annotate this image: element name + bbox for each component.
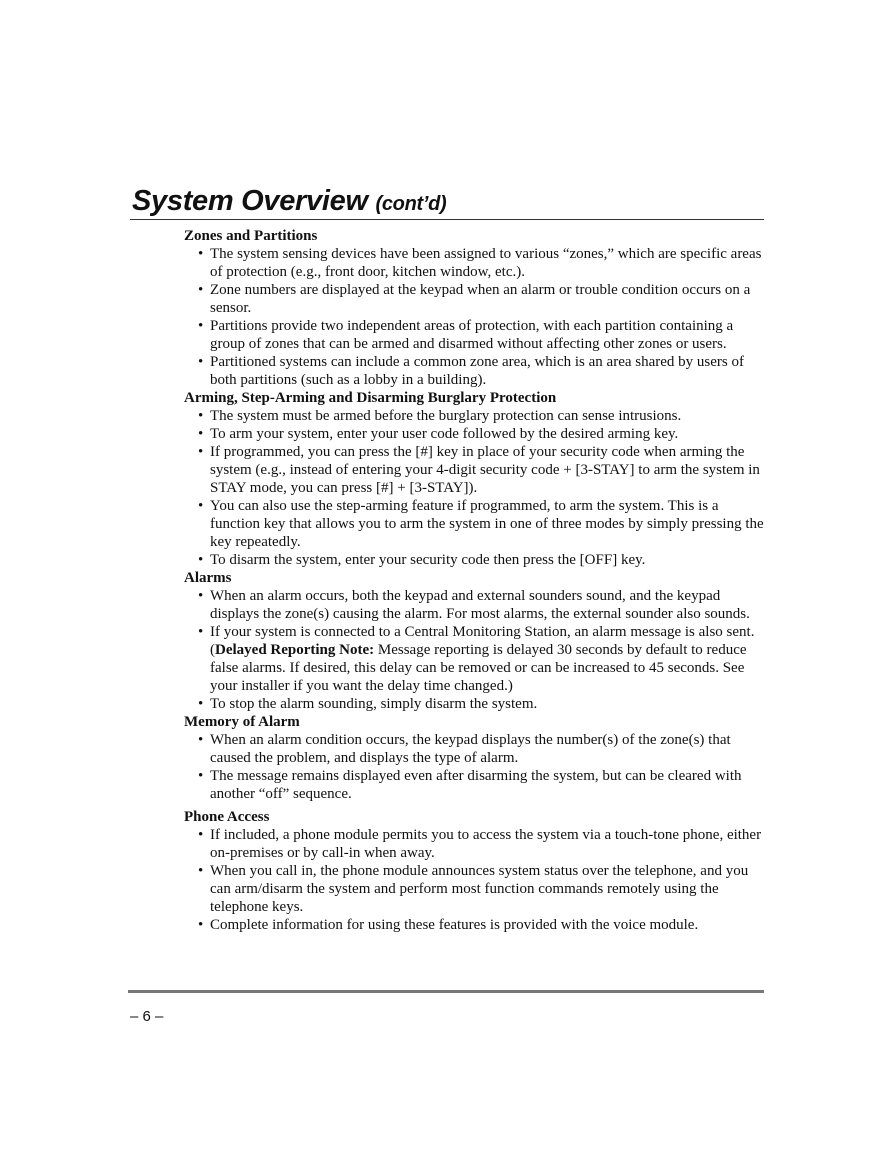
list-item: • Partitioned systems can include a common zone area, which is an area shared by users of both partitions (such as a lobby in a building).: [184, 353, 764, 389]
bullet-list: [184, 587, 764, 713]
list-item: • If included, a phone module permits you to access the system via a touch-tone phone, either on-premises or by call-in when away.: [184, 826, 764, 862]
list-item: • The system sensing devices have been assigned to various “zones,” which are specific areas of protection (e.g., front door, kitchen window, etc.).: [184, 245, 764, 281]
title-divider: [130, 219, 764, 220]
section-heading: Alarms: [184, 570, 232, 586]
list-item: • If programmed, you can press the [#] key in place of your security code when arming the system (e.g., instead of entering your 4-digit security code + [3-STAY] to arm the system in STAY mode, you can press [#] + [3-STAY]).: [184, 443, 764, 497]
list-item: • You can also use the step-arming feature if programmed, to arm the system. This is a function key that allows you to arm the system in one of three modes by simply pressing the key repeatedly.: [184, 497, 764, 551]
list-item: • Zone numbers are displayed at the keypad when an alarm or trouble condition occurs on a sensor.: [184, 281, 764, 317]
list-item-text: Message reporting is delayed 30 seconds by default to reduce false alarms. If desired, this delay can be removed or can be increased to 45 seconds. See your installer if you want the delay time changed.): [210, 642, 747, 694]
document-body: [184, 227, 764, 934]
bullet-list: [184, 731, 764, 803]
bullet-list: [184, 826, 764, 934]
list-item: [184, 623, 764, 695]
bullet-list: [184, 245, 764, 389]
section-zones-and-partitions: [184, 227, 764, 389]
list-item: • The system must be armed before the burglary protection can sense intrusions.: [184, 407, 764, 425]
section-arming: [184, 389, 764, 569]
list-item: • When an alarm condition occurs, the keypad displays the number(s) of the zone(s) that caused the problem, and displays the type of alarm.: [184, 731, 764, 767]
delayed-reporting-note-label: Delayed Reporting Note:: [215, 642, 375, 658]
section-heading: Phone Access: [184, 809, 270, 825]
section-alarms: [184, 569, 764, 713]
section-heading: Memory of Alarm: [184, 714, 300, 730]
title-main: System Overview: [132, 185, 368, 217]
list-item: • To arm your system, enter your user code followed by the desired arming key.: [184, 425, 764, 443]
section-memory-of-alarm: [184, 713, 764, 803]
page-number: – 6 –: [130, 1008, 164, 1025]
list-item: • To stop the alarm sounding, simply disarm the system.: [184, 695, 764, 713]
list-item-text: If your system is connected to a Central Monitoring Station, an alarm message is also sent. (: [210, 624, 755, 658]
list-item: • When you call in, the phone module announces system status over the telephone, and you can arm/disarm the system and perform most function commands remotely using the telephone keys.: [184, 862, 764, 916]
list-item: • To disarm the system, enter your security code then press the [OFF] key.: [184, 551, 764, 569]
list-item: • When an alarm occurs, both the keypad and external sounders sound, and the keypad displays the zone(s) causing the alarm. For most alarms, the external sounder also sounds.: [184, 587, 764, 623]
list-item: • Partitions provide two independent areas of protection, with each partition containing a group of zones that can be armed and disarmed without affecting other zones or users.: [184, 317, 764, 353]
page-title: [132, 183, 446, 222]
section-heading: Arming, Step-Arming and Disarming Burglary Protection: [184, 390, 557, 406]
list-item: • The message remains displayed even after disarming the system, but can be cleared with another “off” sequence.: [184, 767, 764, 803]
section-phone-access: [184, 808, 764, 934]
title-sub: (cont’d): [375, 193, 447, 215]
bullet-list: [184, 407, 764, 569]
list-item: • Complete information for using these features is provided with the voice module.: [184, 916, 764, 934]
footer-divider: [128, 990, 764, 993]
section-heading: Zones and Partitions: [184, 228, 318, 244]
